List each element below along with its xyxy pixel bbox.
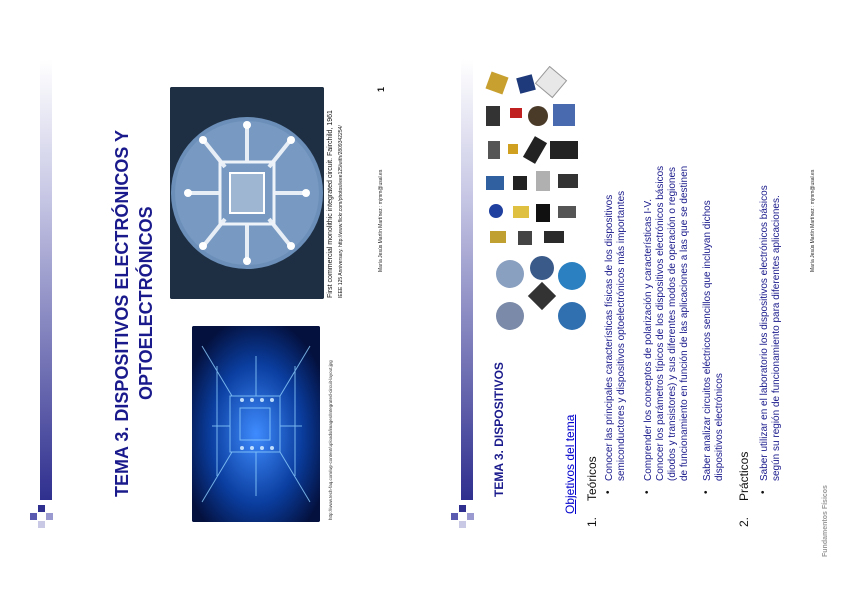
bullet-2-line-2: Conocer los parámetros típicos de los dispositivos electrónicos básicos xyxy=(655,165,666,481)
slide-2-decor-square xyxy=(459,521,466,528)
slide-1-side-stripe xyxy=(40,60,52,500)
circuit-board-image xyxy=(192,326,320,522)
devices-collage xyxy=(492,256,592,336)
chip-caption-line-2: IEEE 125 Anniversary. http://www.flickr.com/photos/ieee125/with/2809342254/ xyxy=(338,125,344,298)
bullet-4-line-2: según su región de funcionamiento para diferentes aplicaciones. xyxy=(771,195,782,481)
components-photo xyxy=(478,66,588,252)
slide-1-page-number: 1 xyxy=(376,86,386,92)
slide-2-author: María Jesús Martín Martínez : mjmm@usal.es xyxy=(810,169,816,272)
slide-1-author: María Jesús Martín Martínez : mjmm@usal.es xyxy=(378,169,384,272)
slide-1-decor-square xyxy=(30,513,37,520)
chip-caption-line-1: First commercial monolithic integrated circuit. Fairchild, 1961 xyxy=(327,110,334,298)
bullet-2-line-1: Comprender los conceptos de polarización y características I-V. xyxy=(643,199,654,481)
slide-1-decor-square xyxy=(38,505,45,512)
section-1-number: 1. xyxy=(585,516,599,527)
bullet-2-line-4: de funcionamiento en función de las aplicaciones a las que se destinen xyxy=(679,165,690,481)
bullet-4-line-1: Saber utilizar en el laboratorio los dispositivos electrónicos básicos xyxy=(759,185,770,481)
section-2-title: Prácticos xyxy=(737,451,751,501)
slide-1-title-line-1: TEMA 3. DISPOSITIVOS ELECTRÓNICOS Y xyxy=(112,129,132,497)
slide-1-title-line-2: OPTOELECTRÓNICOS xyxy=(136,206,156,400)
bullet-3-line-2: dispositivos electrónicos xyxy=(714,373,725,481)
devices-collage-graphic xyxy=(492,256,592,336)
bullet-symbol: • xyxy=(603,490,614,494)
bullet-1-line-1: Conocer las principales características físicas de los dispositivos xyxy=(604,194,615,481)
footer-logo: Fundamentos Físicos xyxy=(822,485,829,557)
slide-2-decor-square xyxy=(451,513,458,520)
electronic-components-graphic xyxy=(478,66,588,252)
slide-2-side-stripe xyxy=(461,60,473,500)
circuit-image-caption: http://www.tech-faq.com/wp-content/uploads/images/Integrated-circuit-layout.jpg xyxy=(328,360,333,520)
slide-1-decor-square xyxy=(46,513,53,520)
circuit-board-graphic xyxy=(192,326,320,522)
bullet-symbol: • xyxy=(701,490,712,494)
bullet-symbol: • xyxy=(642,490,653,494)
objectives-link[interactable]: Objetivos del tema xyxy=(563,414,577,514)
section-2-number: 2. xyxy=(737,516,751,527)
slide-2-title: TEMA 3. DISPOSITIVOS xyxy=(492,362,506,497)
bullet-1-line-2: semiconductores y dispositivos optoelectrónicos más importantes xyxy=(616,190,627,481)
integrated-circuit-image xyxy=(170,87,324,299)
slide-2-decor-square xyxy=(467,513,474,520)
section-1-title: Teóricos xyxy=(585,456,599,501)
bullet-symbol: • xyxy=(758,490,769,494)
bullet-3-line-1: Saber analizar circuitos eléctricos sencillos que incluyan dichos xyxy=(702,200,713,481)
slide-2-decor-square xyxy=(459,505,466,512)
slide-1-decor-square xyxy=(38,521,45,528)
bullet-2-line-3: (diodos y transistores) y sus diferentes modos de operación o regiones xyxy=(667,166,678,481)
integrated-circuit-graphic xyxy=(170,87,324,299)
